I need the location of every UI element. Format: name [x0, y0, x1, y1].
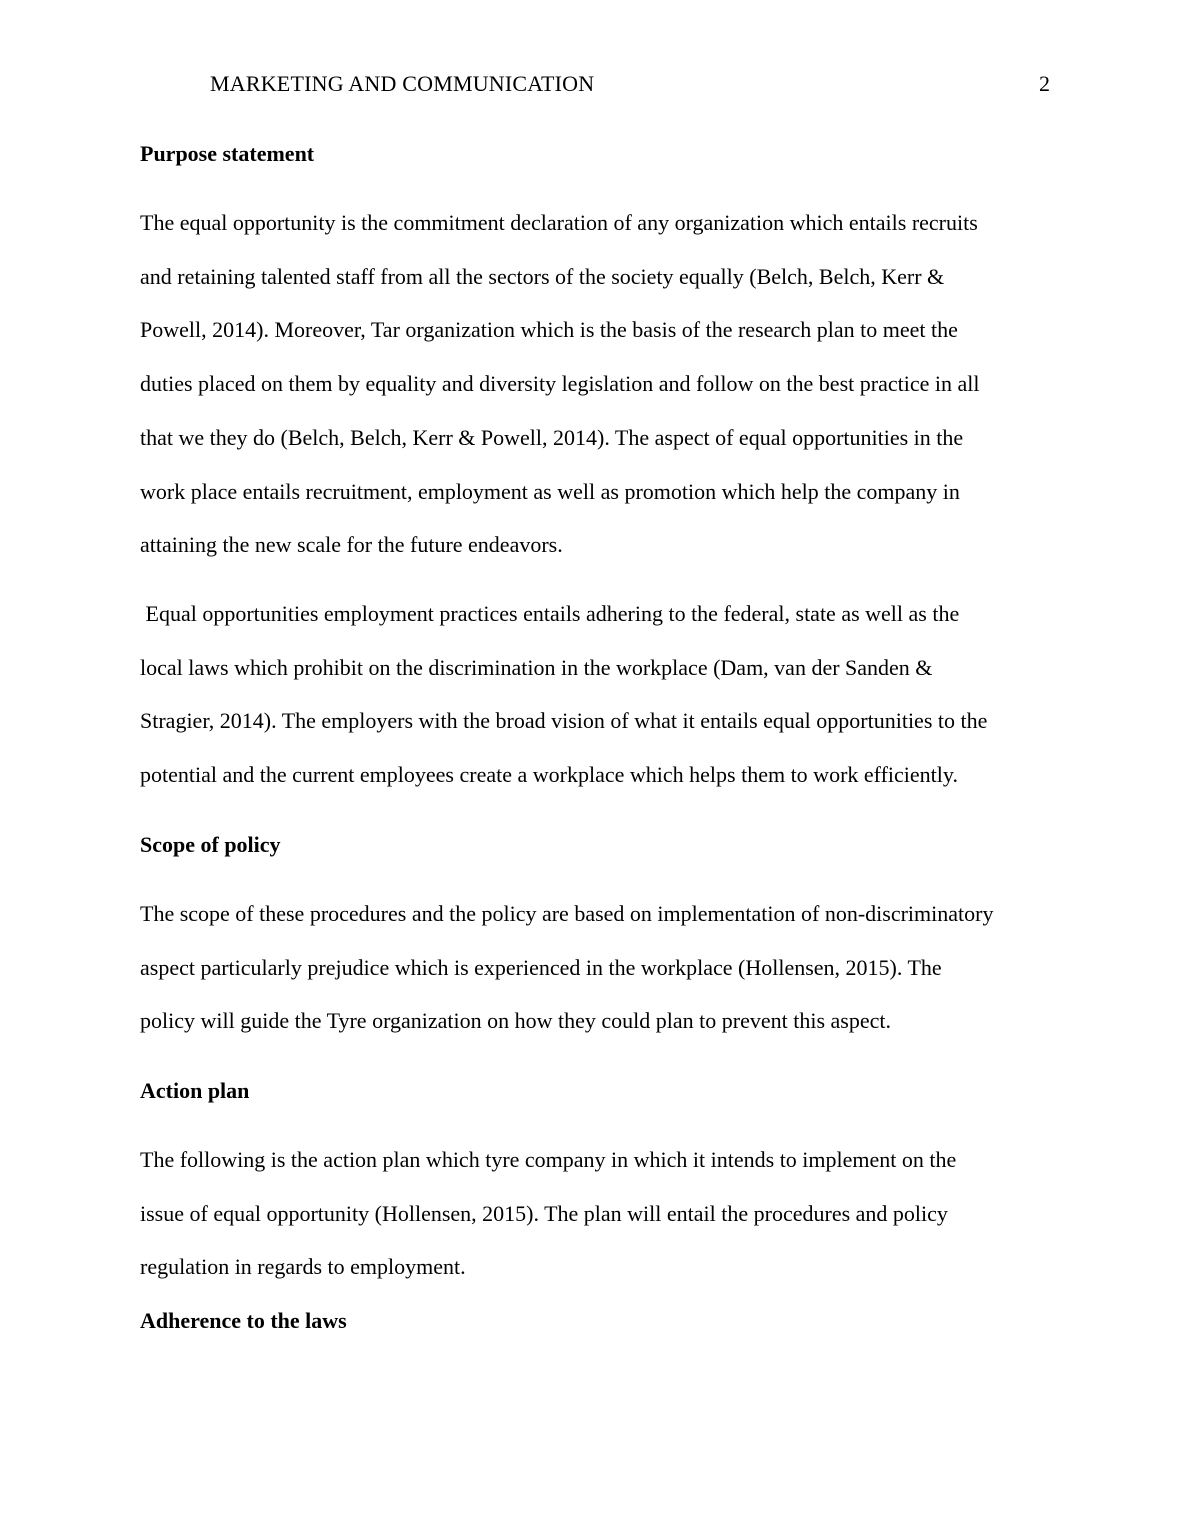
text-line: The following is the action plan which tyre company in which it intends to implement on the	[140, 1147, 957, 1172]
text-line: local laws which prohibit on the discrimination in the workplace (Dam, van der Sanden &	[140, 654, 933, 680]
section-heading-scope: Scope of policy	[140, 832, 281, 857]
text-line: Equal opportunities employment practices entails adhering to the federal, state as well as the	[140, 601, 960, 626]
text-line: potential and the current employees create a workplace which helps them to work efficiently.	[140, 762, 958, 788]
section-heading-adherence: Adherence to the laws	[140, 1308, 347, 1333]
text-line: and retaining talented staff from all the sectors of the society equally (Belch, Belch, Kerr &	[140, 263, 945, 289]
text-line: regulation in regards to employment.	[140, 1254, 466, 1280]
running-head: MARKETING AND COMMUNICATION	[210, 71, 595, 96]
text-line: attaining the new scale for the future endeavors.	[140, 532, 563, 558]
text-line: policy will guide the Tyre organization on how they could plan to prevent this aspect.	[140, 1008, 891, 1034]
paragraph-scope-1	[140, 887, 1052, 1048]
text-line: Powell, 2014). Moreover, Tar organization which is the basis of the research plan to meet the	[140, 317, 958, 343]
text-line: issue of equal opportunity (Hollensen, 2015). The plan will entail the procedures and policy	[140, 1200, 948, 1226]
page-number: 2	[1039, 71, 1050, 96]
section-heading-purpose: Purpose statement	[140, 141, 315, 166]
text-line: aspect particularly prejudice which is experienced in the workplace (Hollensen, 2015). The	[140, 954, 942, 980]
section-heading-action-plan: Action plan	[140, 1078, 250, 1103]
paragraph-action-plan-1	[140, 1133, 1052, 1294]
text-line: The equal opportunity is the commitment declaration of any organization which entails recruits	[140, 210, 978, 235]
text-line: work place entails recruitment, employment as well as promotion which help the company in	[140, 478, 960, 504]
text-line: The scope of these procedures and the policy are based on implementation of non-discriminatory	[140, 901, 994, 926]
text-line: duties placed on them by equality and diversity legislation and follow on the best practice in all	[140, 371, 980, 397]
paragraph-purpose-2	[140, 587, 1052, 802]
text-line: that we they do (Belch, Belch, Kerr & Powell, 2014). The aspect of equal opportunities in the	[140, 424, 964, 450]
text-line: Stragier, 2014). The employers with the broad vision of what it entails equal opportunities to the	[140, 708, 988, 734]
paragraph-purpose-1	[140, 196, 1052, 572]
